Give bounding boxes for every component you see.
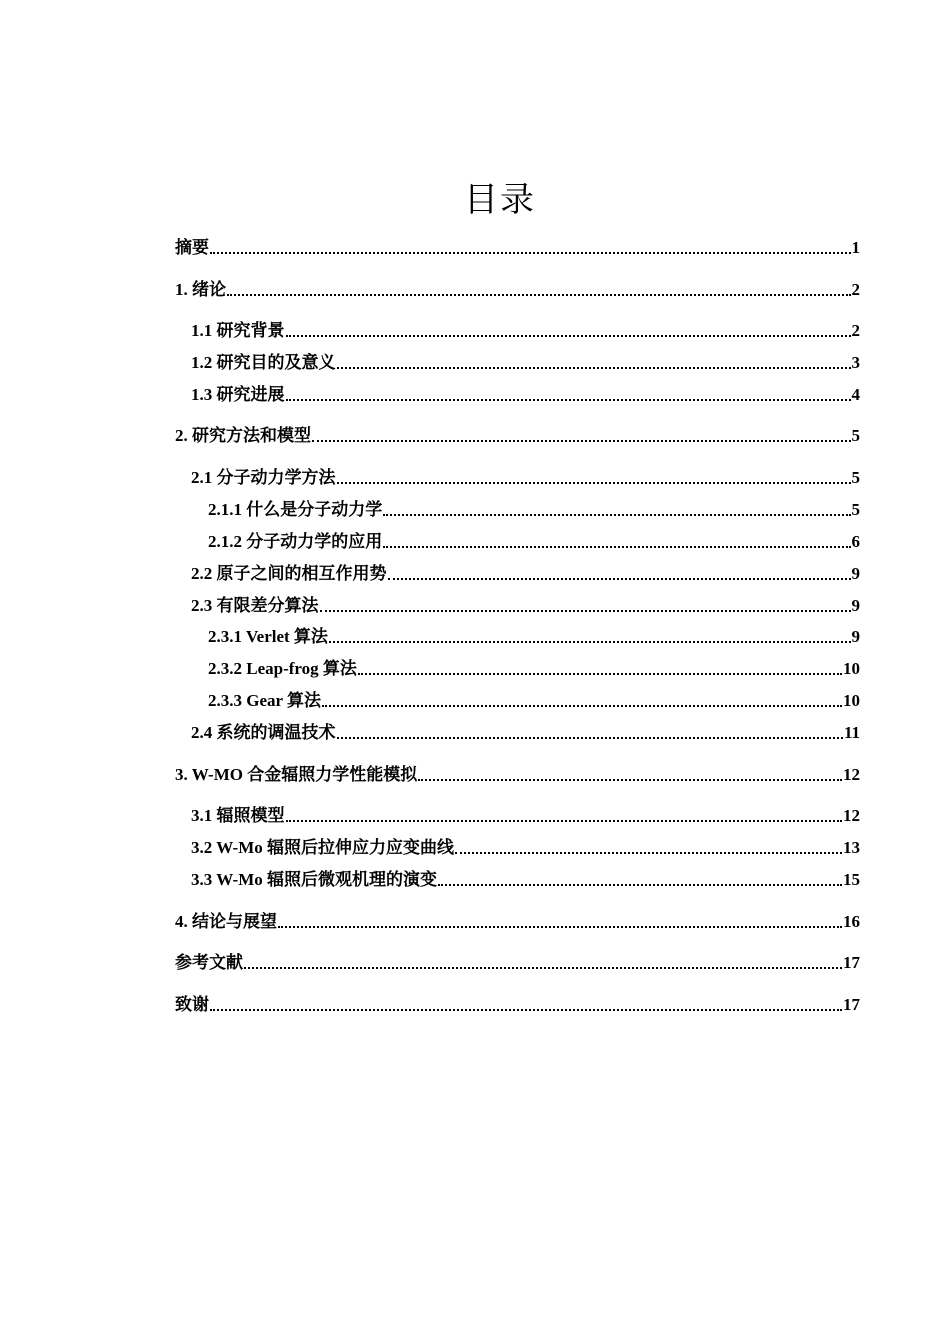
toc-entry-label: 2.1 分子动力学方法 <box>191 468 336 487</box>
toc-page-number: 5 <box>851 500 860 519</box>
toc-page-number: 6 <box>851 532 860 551</box>
toc-entry-2[interactable] <box>175 424 860 448</box>
toc-entry-1-3[interactable] <box>175 383 860 407</box>
toc-entry-label: 2.3.2 Leap-frog 算法 <box>208 659 357 678</box>
toc-entry-2-3-3[interactable] <box>175 689 860 713</box>
toc-entry-label: 3.2 W-Mo 辐照后拉伸应力应变曲线 <box>191 838 455 857</box>
toc-entry-3-3[interactable] <box>175 868 860 892</box>
dot-leader <box>387 562 852 586</box>
dot-leader <box>243 951 843 975</box>
toc-entry-label: 2.4 系统的调温技术 <box>191 723 336 742</box>
toc-page-number: 13 <box>843 838 860 857</box>
toc-entry-label: 摘要 <box>175 238 209 257</box>
toc-page-number: 11 <box>843 723 860 742</box>
toc-entry-label: 3. W-MO 合金辐照力学性能模拟 <box>175 765 418 784</box>
toc-entry-2-1[interactable] <box>175 466 860 490</box>
toc-entry-2-2[interactable] <box>175 562 860 586</box>
page-title: 目录 <box>464 180 536 220</box>
toc-page-number: 17 <box>843 953 860 972</box>
toc-page-number: 9 <box>851 564 860 583</box>
toc-page-number: 12 <box>843 765 860 784</box>
dot-leader <box>382 530 851 554</box>
dot-leader <box>336 466 852 490</box>
toc-page-number: 12 <box>843 806 860 825</box>
dot-leader <box>285 319 852 343</box>
toc-entry-label: 1.3 研究进展 <box>191 385 285 404</box>
toc-page-number: 5 <box>851 468 860 487</box>
toc-entry-label: 2.3.3 Gear 算法 <box>208 691 322 710</box>
toc-entry-label: 1.2 研究目的及意义 <box>191 353 336 372</box>
toc-entry-2-1-1[interactable] <box>175 498 860 522</box>
dot-leader <box>209 993 843 1017</box>
toc-entry-2-3[interactable] <box>175 594 860 618</box>
toc-entry-label: 1.1 研究背景 <box>191 321 285 340</box>
toc-entry-label: 1. 绪论 <box>175 280 226 299</box>
dot-leader <box>336 351 852 375</box>
dot-leader <box>311 424 852 448</box>
toc-entry-label: 参考文献 <box>175 953 243 972</box>
toc-entry-2-3-1[interactable] <box>175 625 860 649</box>
toc-entry-3-1[interactable] <box>175 804 860 828</box>
dot-leader <box>437 868 843 892</box>
toc-entry-3[interactable] <box>175 763 860 787</box>
toc-page-number: 16 <box>843 912 860 931</box>
dot-leader <box>285 383 852 407</box>
toc-page-number: 9 <box>851 627 860 646</box>
dot-leader <box>209 236 852 260</box>
toc-entry-acknowledgements[interactable] <box>175 993 860 1017</box>
toc-entry-1[interactable] <box>175 278 860 302</box>
dot-leader <box>285 804 844 828</box>
dot-leader <box>417 763 843 787</box>
toc-entry-label: 2.1.2 分子动力学的应用 <box>208 532 383 551</box>
dot-leader <box>321 689 843 713</box>
toc-entry-references[interactable] <box>175 951 860 975</box>
toc-page-number: 4 <box>851 385 860 404</box>
toc-page-number: 10 <box>843 659 860 678</box>
toc-entry-label: 2.3.1 Verlet 算法 <box>208 627 328 646</box>
toc-page-number: 1 <box>851 238 860 257</box>
toc-entry-4[interactable] <box>175 910 860 934</box>
toc-entry-abstract[interactable] <box>175 236 860 260</box>
dot-leader <box>226 278 852 302</box>
toc-page-number: 17 <box>843 995 860 1014</box>
dot-leader <box>328 625 852 649</box>
toc-page-number: 10 <box>843 691 860 710</box>
toc-entry-label: 2.2 原子之间的相互作用势 <box>191 564 387 583</box>
toc-entry-1-1[interactable] <box>175 319 860 343</box>
toc-entry-2-4[interactable] <box>175 721 860 745</box>
toc-page-number: 15 <box>843 870 860 889</box>
toc-entry-2-1-2[interactable] <box>175 530 860 554</box>
toc-entry-label: 3.3 W-Mo 辐照后微观机理的演变 <box>191 870 438 889</box>
toc-entry-label: 3.1 辐照模型 <box>191 806 285 825</box>
toc-entry-1-2[interactable] <box>175 351 860 375</box>
toc-page-number: 3 <box>851 353 860 372</box>
dot-leader <box>319 594 852 618</box>
toc-entry-label: 2.3 有限差分算法 <box>191 596 319 615</box>
toc-entry-2-3-2[interactable] <box>175 657 860 681</box>
dot-leader <box>454 836 843 860</box>
toc-entry-3-2[interactable] <box>175 836 860 860</box>
dot-leader <box>336 721 844 745</box>
toc-page-number: 2 <box>851 321 860 340</box>
dot-leader <box>277 910 843 934</box>
toc-page-number: 5 <box>851 426 860 445</box>
toc-entry-label: 2.1.1 什么是分子动力学 <box>208 500 383 519</box>
dot-leader <box>357 657 843 681</box>
toc-entry-label: 4. 结论与展望 <box>175 912 277 931</box>
dot-leader <box>382 498 851 522</box>
toc-entry-label: 致谢 <box>175 995 209 1014</box>
toc-page-number: 2 <box>851 280 860 299</box>
toc-entry-label: 2. 研究方法和模型 <box>175 426 311 445</box>
toc-page-number: 9 <box>851 596 860 615</box>
